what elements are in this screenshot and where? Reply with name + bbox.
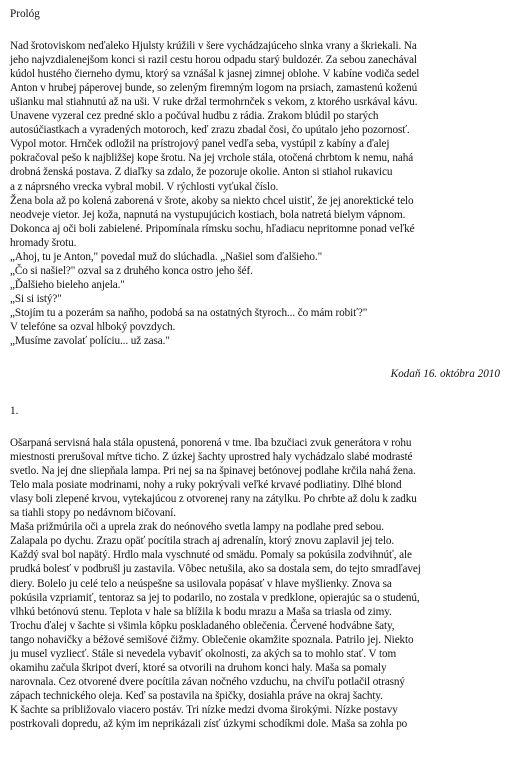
chapter-line: Trochu ďalej v šachte si všimla kôpku poskladaného oblečenia. Červené hodvábne šaty, — [10, 619, 395, 632]
chapter-line: K šachte sa približovalo viacero postáv. Tri nízke medzi dvoma širokými. Nízke postavy — [10, 703, 398, 716]
prolog-line: „Ahoj, tu je Anton," povedal muž do slúchadla. „Našiel som ďalšieho." — [10, 250, 323, 263]
prolog-line: ušianku mal stiahnutú až na uši. V ruke držal termohrnček s vekom, z ktorého usrkával kávu. — [10, 96, 418, 109]
chapter-line: Ošarpaná servisná hala stála opustená, ponorená v tme. Iba bzučiaci zvuk generátora v rohu — [10, 437, 412, 449]
prolog-line: „Čo si našiel?" ozval sa z druhého konca ostro jeho šéf. — [10, 264, 253, 277]
prolog-line: Žena bola až po kolená zaborená v šrote, akoby sa niekto chcel uistiť, že jej anorektické telo — [10, 194, 414, 207]
prolog-line: Unavene vyzeral cez predné sklo a počúval hudbu z rádia. Zrakom blúdil po starých — [10, 110, 379, 123]
chapter-line: okamihu začula škripot dverí, ktoré sa otvorili na druhom konci haly. Maša sa pomaly — [10, 661, 387, 674]
prolog-line: V telefóne sa ozval hlboký povzdych. — [10, 321, 176, 333]
chapter-line: miestnosti prerušoval mŕtve ticho. Z úzkej šachty uprostred haly vychádzalo slabé modrasté — [10, 451, 413, 464]
chapter-line: ju musel vyzliecť. Stále si nevedela vybaviť okolnosti, za akých sa to mohlo stať. V tom — [10, 647, 397, 660]
chapter-line: Maša prižmúrila oči a uprela zrak do neónového svetla lampy na podlahe pred sebou. — [10, 521, 384, 534]
chapter-line: sa tiahli stopy po nedávnom bičovaní. — [10, 507, 176, 520]
chapter-line: Telo mala posiate modrinami, nohy a ruky pokrývali veľké krvavé podliatiny. Dlhé blond — [10, 479, 402, 492]
prolog-line: „Si si istý?" — [10, 292, 62, 305]
prolog-line: a z náprsného vrecka vybral mobil. V rýchlosti vyťukal číslo. — [10, 180, 279, 193]
chapter-line: tango nohavičky a béžové semišové čižmy. Oblečenie okamžite spoznala. Patrilo jej. Niekto — [10, 633, 414, 646]
chapter-line: vlhkú betónovú stenu. Teplota v hale sa blížila k bodu mrazu a Maša sa triasla od zimy. — [10, 605, 392, 618]
chapter-line: vlasy boli zlepené krvou, vytekajúcou z otvorenej rany na zátylku. Po chrbte až dolu k zadku — [10, 493, 417, 506]
chapter-line: zápach technického oleja. Keď sa postavila na špičky, dosiahla práve na okraj šachty. — [10, 689, 383, 702]
prolog-line: Vypol motor. Hrnček odložil na prístrojový panel vedľa seba, vystúpil z kabíny a ďalej — [10, 138, 390, 151]
prolog-line: pokračoval pešo k najbližšej kope šrotu. Na jej vrchole stála, otočená chrbtom k nemu, nahá — [10, 152, 414, 165]
prolog-line: kúdol hustého čierneho dymu, ktorý sa vznášal k jasnej zimnej oblohe. V kabíne vodiča sedel — [10, 68, 420, 81]
chapter-number: 1. — [10, 405, 19, 417]
chapter-line: prudká bolesť v podbrušl ju zastavila. Vôbec netušila, ako sa dostala sem, do tejto smradľavej — [10, 563, 421, 576]
prolog-line: Anton v hrubej páperovej bunde, so zeleným firemným logom na prsiach, zamastenú koženú — [10, 82, 418, 95]
prolog-line: „Musíme zavolať políciu... už zasa." — [10, 335, 170, 348]
chapter-line: Každý sval bol napätý. Hrdlo mala vyschnuté od smädu. Pomaly sa pokúsila zodvihnúť, ale — [10, 549, 412, 562]
prolog-line: „Ďalšieho bieleho anjela." — [10, 278, 125, 291]
prolog-line: jeho najvzdialenejšom konci si razil cestu horou odpadu starý buldozér. Za sebou zanechával — [10, 54, 417, 67]
prolog-line: hromady šrotu. — [10, 236, 77, 249]
prolog-title: Prológ — [10, 8, 40, 20]
prolog-line: „Stojím tu a pozerám sa naňho, podobá sa na ostatných štyroch... čo mám robiť?" — [10, 306, 368, 319]
chapter-line: postrkovali dopredu, až kým im neprikázali zísť úzkymi schodíkmi dole. Maša sa zohla po — [10, 718, 408, 730]
prolog-line: drobná ženská postava. Z diaľky sa zdalo, že pozoruje okolie. Anton si stiahol rukavicu — [10, 166, 393, 179]
prolog-line: neodveje vietor. Jej koža, napnutá na vystupujúcich kostiach, bola natretá bielym vápnom. — [10, 208, 406, 221]
chapter-line: svetlo. Na jej dne sliepňala lampa. Pri nej sa na špinavej betónovej podlahe krčila nahá žena. — [10, 465, 416, 478]
chapter-line: Zalapala po dychu. Zrazu opäť pocítila strach aj adrenalín, ktorý znovu zaplavil jej telo. — [10, 535, 395, 548]
prolog-line: Nad šrotoviskom neďaleko Hjulsty krúžili v šere vychádzajúceho slnka vrany a škriekali. Na — [10, 40, 417, 52]
chapter-line: pokúsila vzpriamiť, tentoraz sa jej to podarilo, no zostala v predklone, opierajúc sa o studenú, — [10, 591, 420, 604]
prolog-line: autosúčiastkach a vyradených motoroch, keď zrazu zbadal čosi, čo upútalo jeho pozornosť. — [10, 124, 410, 137]
prolog-line: Dokonca aj oči boli zabielené. Pripomínala rímsku sochu, hľadiacu nepritomne ponad veľké — [10, 222, 415, 235]
chapter-line: diery. Bolelo ju celé telo a neúspešne sa usilovala popásať v hlave myšlienky. Znova sa — [10, 577, 392, 590]
prolog-dateline: Kodaň 16. októbra 2010 — [390, 368, 500, 380]
chapter-line: narovnala. Cez otvorené dvere pocítila závan nočného vzduchu, na chvíľu potlačil otrasný — [10, 675, 405, 688]
